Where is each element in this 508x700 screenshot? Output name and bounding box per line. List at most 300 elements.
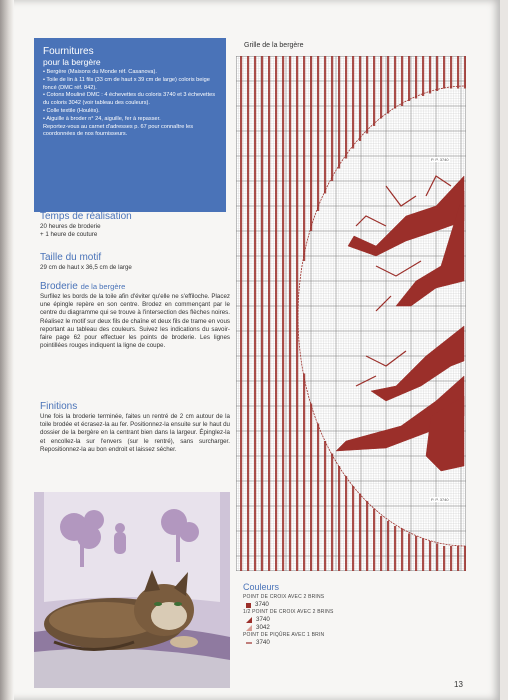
stitch-stripe xyxy=(289,196,291,199)
stitch-stripe xyxy=(247,329,249,332)
stitch-stripe xyxy=(408,536,410,539)
stitch-stripe xyxy=(247,271,249,274)
stitch-stripe xyxy=(303,446,305,449)
stitch-stripe xyxy=(261,134,263,137)
stitch-stripe xyxy=(338,76,340,79)
stitch-stripe xyxy=(289,241,291,244)
stitch-stripe xyxy=(247,131,249,134)
stitch-stripe xyxy=(289,164,291,167)
stitch-stripe xyxy=(247,286,249,289)
stitch-stripe xyxy=(289,299,291,302)
stitch-stripe xyxy=(254,559,256,562)
stitch-stripe xyxy=(296,401,298,404)
stitch-stripe xyxy=(310,66,312,69)
stitch-stripe xyxy=(387,544,389,547)
stitch-stripe xyxy=(254,86,256,89)
stitch-stripe xyxy=(436,76,438,79)
stitch-stripe xyxy=(254,569,256,572)
stitch-stripe xyxy=(282,59,284,62)
stitch-stripe xyxy=(240,239,242,242)
stitch-stripe xyxy=(338,91,340,94)
stitch-stripe xyxy=(254,466,256,469)
stitch-stripe xyxy=(310,161,312,164)
stitch-stripe xyxy=(261,494,263,497)
stitch-stripe xyxy=(296,501,298,504)
stitch-stripe xyxy=(240,276,242,279)
stitch-stripe xyxy=(310,71,312,74)
stitch-stripe xyxy=(240,476,242,479)
cat-photo xyxy=(34,492,230,688)
stitch-stripe xyxy=(240,291,242,294)
stitch-stripe xyxy=(261,271,263,274)
stitch-stripe xyxy=(317,471,319,474)
stitch-stripe xyxy=(345,134,347,137)
stitch-stripe xyxy=(338,156,340,159)
stitch-stripe xyxy=(359,516,361,519)
stitch-stripe xyxy=(317,464,319,467)
stitch-stripe xyxy=(275,94,277,97)
stitch-stripe xyxy=(415,79,417,82)
stitch-stripe xyxy=(275,76,277,79)
stitch-stripe xyxy=(289,99,291,102)
stitch-stripe xyxy=(373,74,375,77)
stitch-stripe xyxy=(310,514,312,517)
stitch-stripe xyxy=(296,459,298,462)
stitch-stripe xyxy=(254,226,256,229)
stitch-stripe xyxy=(261,189,263,192)
stitch-stripe xyxy=(303,466,305,469)
stitch-stripe xyxy=(345,156,347,159)
stitch-stripe xyxy=(254,471,256,474)
stitch-stripe xyxy=(345,56,347,59)
stitch-stripe xyxy=(345,506,347,509)
stitch-stripe xyxy=(240,296,242,299)
stitch-stripe xyxy=(324,174,326,177)
stitch-stripe xyxy=(317,451,319,454)
stitch-stripe xyxy=(331,521,333,524)
stitch-stripe xyxy=(296,266,298,269)
stitch-stripe xyxy=(296,551,298,554)
stitch-stripe xyxy=(338,471,340,474)
stitch-stripe xyxy=(317,126,319,129)
stitch-stripe xyxy=(408,549,410,552)
stitch-stripe xyxy=(254,129,256,132)
stitch-stripe xyxy=(296,261,298,264)
stitch-stripe xyxy=(289,219,291,222)
stitch-stripe xyxy=(240,246,242,249)
stitch-stripe xyxy=(317,79,319,82)
stitch-stripe xyxy=(366,69,368,72)
stitch-stripe xyxy=(254,91,256,94)
color-code: 3740 xyxy=(256,639,270,646)
stitch-stripe xyxy=(240,566,242,569)
stitch-stripe xyxy=(254,194,256,197)
stitch-stripe xyxy=(373,116,375,119)
stitch-stripe xyxy=(310,444,312,447)
stitch-stripe xyxy=(324,131,326,134)
stitch-stripe xyxy=(240,234,242,237)
stitch-stripe xyxy=(303,181,305,184)
stitch-stripe xyxy=(324,486,326,489)
stitch-stripe xyxy=(282,504,284,507)
stitch-stripe xyxy=(296,486,298,489)
stitch-stripe xyxy=(247,211,249,214)
stitch-stripe xyxy=(261,261,263,264)
stitch-stripe xyxy=(240,196,242,199)
stitch-stripe xyxy=(317,521,319,524)
stitch-stripe xyxy=(317,99,319,102)
stitch-stripe xyxy=(331,69,333,72)
stitch-stripe xyxy=(261,541,263,544)
stitch-stripe xyxy=(254,144,256,147)
stitch-stripe xyxy=(254,339,256,342)
stitch-stripe xyxy=(331,61,333,64)
stitch-stripe xyxy=(268,454,270,457)
stitch-stripe xyxy=(247,234,249,237)
stitch-stripe xyxy=(275,524,277,527)
stitch-stripe xyxy=(289,159,291,162)
stitch-stripe xyxy=(331,114,333,117)
stitch-stripe xyxy=(303,239,305,242)
stitch-stripe xyxy=(296,549,298,552)
stitch-stripe xyxy=(268,104,270,107)
stitch-stripe xyxy=(345,106,347,109)
stitch-stripe xyxy=(247,259,249,262)
stitch-stripe xyxy=(380,526,382,529)
stitch-stripe xyxy=(282,509,284,512)
stitch-stripe xyxy=(303,391,305,394)
stitch-stripe xyxy=(240,171,242,174)
stitch-stripe xyxy=(240,81,242,84)
stitch-stripe xyxy=(240,141,242,144)
stitch-stripe xyxy=(247,374,249,377)
stitch-stripe xyxy=(366,559,368,562)
stitch-stripe xyxy=(387,566,389,569)
stitch-stripe xyxy=(240,429,242,432)
stitch-stripe xyxy=(254,306,256,309)
stitch-stripe xyxy=(240,401,242,404)
stitch-stripe xyxy=(268,326,270,329)
stitch-stripe xyxy=(247,529,249,532)
stitch-stripe xyxy=(275,356,277,359)
stitch-stripe xyxy=(345,79,347,82)
stitch-stripe xyxy=(338,501,340,504)
stitch-stripe xyxy=(282,194,284,197)
stitch-stripe xyxy=(331,536,333,539)
stitch-stripe xyxy=(261,461,263,464)
stitch-stripe xyxy=(240,181,242,184)
stitch-stripe xyxy=(240,436,242,439)
stitch-stripe xyxy=(317,56,319,59)
stitch-stripe xyxy=(247,209,249,212)
stitch-stripe xyxy=(317,429,319,432)
stitch-stripe xyxy=(240,386,242,389)
stitch-stripe xyxy=(345,124,347,127)
stitch-stripe xyxy=(282,461,284,464)
stitch-stripe xyxy=(429,66,431,69)
stitch-stripe xyxy=(359,119,361,122)
stitch-stripe xyxy=(247,71,249,74)
stitch-stripe xyxy=(324,554,326,557)
stitch-stripe xyxy=(338,129,340,132)
stitch-stripe xyxy=(282,66,284,69)
stitch-stripe xyxy=(324,159,326,162)
stitch-stripe xyxy=(366,124,368,127)
stitch-stripe xyxy=(296,124,298,127)
stitch-stripe xyxy=(345,556,347,559)
stitch-stripe xyxy=(303,214,305,217)
stitch-stripe xyxy=(331,74,333,77)
stitch-stripe xyxy=(317,549,319,552)
stitch-stripe xyxy=(261,374,263,377)
stitch-stripe xyxy=(282,369,284,372)
stitch-stripe xyxy=(296,109,298,112)
stitch-stripe xyxy=(247,556,249,559)
stitch-stripe xyxy=(373,56,375,59)
stitch-stripe xyxy=(289,559,291,562)
stitch-stripe xyxy=(261,506,263,509)
stitch-stripe xyxy=(247,341,249,344)
stitch-stripe xyxy=(268,69,270,72)
stitch-stripe xyxy=(324,59,326,62)
stitch-stripe xyxy=(282,401,284,404)
stitch-stripe xyxy=(254,116,256,119)
stitch-stripe xyxy=(359,569,361,572)
stitch-stripe xyxy=(296,259,298,262)
stitch-stripe xyxy=(373,104,375,107)
stitch-stripe xyxy=(380,94,382,97)
stitch-stripe xyxy=(261,534,263,537)
stitch-stripe xyxy=(268,526,270,529)
stitch-stripe xyxy=(324,529,326,532)
stitch-stripe xyxy=(247,81,249,84)
stitch-stripe xyxy=(324,96,326,99)
stitch-stripe xyxy=(303,156,305,159)
stitch-stripe xyxy=(317,176,319,179)
stitch-stripe xyxy=(240,344,242,347)
stitch-stripe xyxy=(254,486,256,489)
stitch-stripe xyxy=(254,419,256,422)
stitch-stripe xyxy=(282,459,284,462)
stitch-stripe xyxy=(254,209,256,212)
stitch-stripe xyxy=(247,514,249,517)
stitch-stripe xyxy=(359,501,361,504)
stitch-stripe xyxy=(261,361,263,364)
stitch-stripe xyxy=(366,61,368,64)
stitch-stripe xyxy=(247,549,249,552)
stitch-stripe xyxy=(254,104,256,107)
stitch-stripe xyxy=(275,366,277,369)
stitch-stripe xyxy=(303,454,305,457)
stitch-stripe xyxy=(247,431,249,434)
stitch-stripe xyxy=(254,56,256,59)
stitch-stripe xyxy=(394,66,396,69)
stitch-stripe xyxy=(331,534,333,537)
stitch-stripe xyxy=(303,86,305,89)
stitch-stripe xyxy=(289,181,291,184)
stitch-stripe xyxy=(247,106,249,109)
stitch-stripe xyxy=(366,536,368,539)
stitch-stripe xyxy=(268,186,270,189)
stitch-stripe xyxy=(275,84,277,87)
stitch-stripe xyxy=(261,239,263,242)
stitch-stripe xyxy=(401,99,403,102)
stitch-stripe xyxy=(317,516,319,519)
stitch-stripe xyxy=(240,431,242,434)
stitch-stripe xyxy=(275,516,277,519)
stitch-stripe xyxy=(429,544,431,547)
stitch-stripe xyxy=(247,304,249,307)
stitch-stripe xyxy=(338,559,340,562)
stitch-stripe xyxy=(240,304,242,307)
stitch-stripe xyxy=(240,559,242,562)
stitch-stripe xyxy=(247,474,249,477)
stitch-stripe xyxy=(296,149,298,152)
stitch-stripe xyxy=(359,544,361,547)
stitch-stripe xyxy=(282,501,284,504)
stitch-stripe xyxy=(296,231,298,234)
stitch-stripe xyxy=(254,256,256,259)
stitch-stripe xyxy=(373,561,375,564)
stitch-stripe xyxy=(282,156,284,159)
stitch-stripe xyxy=(310,56,312,59)
stitch-stripe xyxy=(261,384,263,387)
stitch-stripe xyxy=(268,274,270,277)
stitch-stripe xyxy=(401,61,403,64)
stitch-stripe xyxy=(240,156,242,159)
stitch-stripe xyxy=(268,529,270,532)
stitch-stripe xyxy=(303,504,305,507)
stitch-stripe xyxy=(282,419,284,422)
stitch-stripe xyxy=(310,171,312,174)
stitch-stripe xyxy=(373,519,375,522)
stitch-stripe xyxy=(310,191,312,194)
stitch-stripe xyxy=(303,474,305,477)
stitch-stripe xyxy=(436,64,438,67)
stitch-stripe xyxy=(324,539,326,542)
stitch-stripe xyxy=(303,449,305,452)
stitch-stripe xyxy=(275,224,277,227)
stitch-stripe xyxy=(268,511,270,514)
stitch-stripe xyxy=(247,226,249,229)
stitch-stripe xyxy=(373,511,375,514)
stitch-stripe xyxy=(247,349,249,352)
stitch-stripe xyxy=(345,529,347,532)
stitch-stripe xyxy=(268,154,270,157)
stitch-stripe xyxy=(240,201,242,204)
stitch-stripe xyxy=(373,101,375,104)
stitch-stripe xyxy=(282,149,284,152)
stitch-stripe xyxy=(359,74,361,77)
stitch-stripe xyxy=(345,569,347,572)
stitch-stripe xyxy=(464,61,466,64)
stitch-stripe xyxy=(345,479,347,482)
stitch-stripe xyxy=(352,554,354,557)
stitch-stripe xyxy=(310,201,312,204)
stitch-stripe xyxy=(331,81,333,84)
stitch-stripe xyxy=(296,539,298,542)
stitch-stripe xyxy=(415,61,417,64)
stitch-stripe xyxy=(261,436,263,439)
stitch-stripe xyxy=(254,164,256,167)
stitch-stripe xyxy=(247,126,249,129)
stitch-stripe xyxy=(240,359,242,362)
stitch-stripe xyxy=(275,56,277,59)
stitch-stripe xyxy=(261,56,263,59)
stitch-stripe xyxy=(422,69,424,72)
stitch-stripe xyxy=(296,289,298,292)
stitch-stripe xyxy=(331,466,333,469)
stitch-stripe xyxy=(261,504,263,507)
stitch-stripe xyxy=(303,89,305,92)
stitch-stripe xyxy=(254,204,256,207)
stitch-stripe xyxy=(261,399,263,402)
stitch-stripe xyxy=(359,111,361,114)
stitch-stripe xyxy=(247,451,249,454)
stitch-stripe xyxy=(331,104,333,107)
stitch-stripe xyxy=(303,429,305,432)
stitch-stripe xyxy=(261,61,263,64)
stitch-stripe xyxy=(289,524,291,527)
stitch-stripe xyxy=(408,79,410,82)
stitch-stripe xyxy=(331,486,333,489)
stitch-stripe xyxy=(317,109,319,112)
stitch-stripe xyxy=(247,466,249,469)
stitch-stripe xyxy=(380,56,382,59)
stitch-stripe xyxy=(296,174,298,177)
stitch-stripe xyxy=(289,106,291,109)
stitch-stripe xyxy=(352,514,354,517)
stitch-stripe xyxy=(289,411,291,414)
stitch-stripe xyxy=(282,549,284,552)
stitch-stripe xyxy=(289,556,291,559)
stitch-stripe xyxy=(296,159,298,162)
stitch-stripe xyxy=(464,81,466,84)
stitch-stripe xyxy=(254,166,256,169)
stitch-stripe xyxy=(275,181,277,184)
stitch-stripe xyxy=(275,91,277,94)
stitch-stripe xyxy=(296,366,298,369)
stitch-stripe xyxy=(240,371,242,374)
stitch-stripe xyxy=(317,69,319,72)
stitch-stripe xyxy=(317,114,319,117)
stitch-stripe xyxy=(324,76,326,79)
stitch-stripe xyxy=(324,566,326,569)
stitch-stripe xyxy=(247,476,249,479)
stitch-stripe xyxy=(240,256,242,259)
stitch-stripe xyxy=(303,71,305,74)
stitch-stripe xyxy=(282,174,284,177)
stitch-stripe xyxy=(240,76,242,79)
stitch-stripe xyxy=(317,566,319,569)
stitch-stripe xyxy=(289,244,291,247)
stitch-stripe xyxy=(261,129,263,132)
stitch-stripe xyxy=(387,91,389,94)
stitch-stripe xyxy=(429,69,431,72)
stitch-stripe xyxy=(408,554,410,557)
stitch-stripe xyxy=(317,499,319,502)
stitch-stripe xyxy=(268,304,270,307)
stitch-stripe xyxy=(268,406,270,409)
stitch-stripe xyxy=(268,209,270,212)
stitch-stripe xyxy=(261,139,263,142)
stitch-stripe xyxy=(296,436,298,439)
stitch-stripe xyxy=(275,119,277,122)
stitch-stripe xyxy=(331,71,333,74)
stitch-stripe xyxy=(303,441,305,444)
stitch-stripe xyxy=(282,311,284,314)
stitch-stripe xyxy=(247,326,249,329)
